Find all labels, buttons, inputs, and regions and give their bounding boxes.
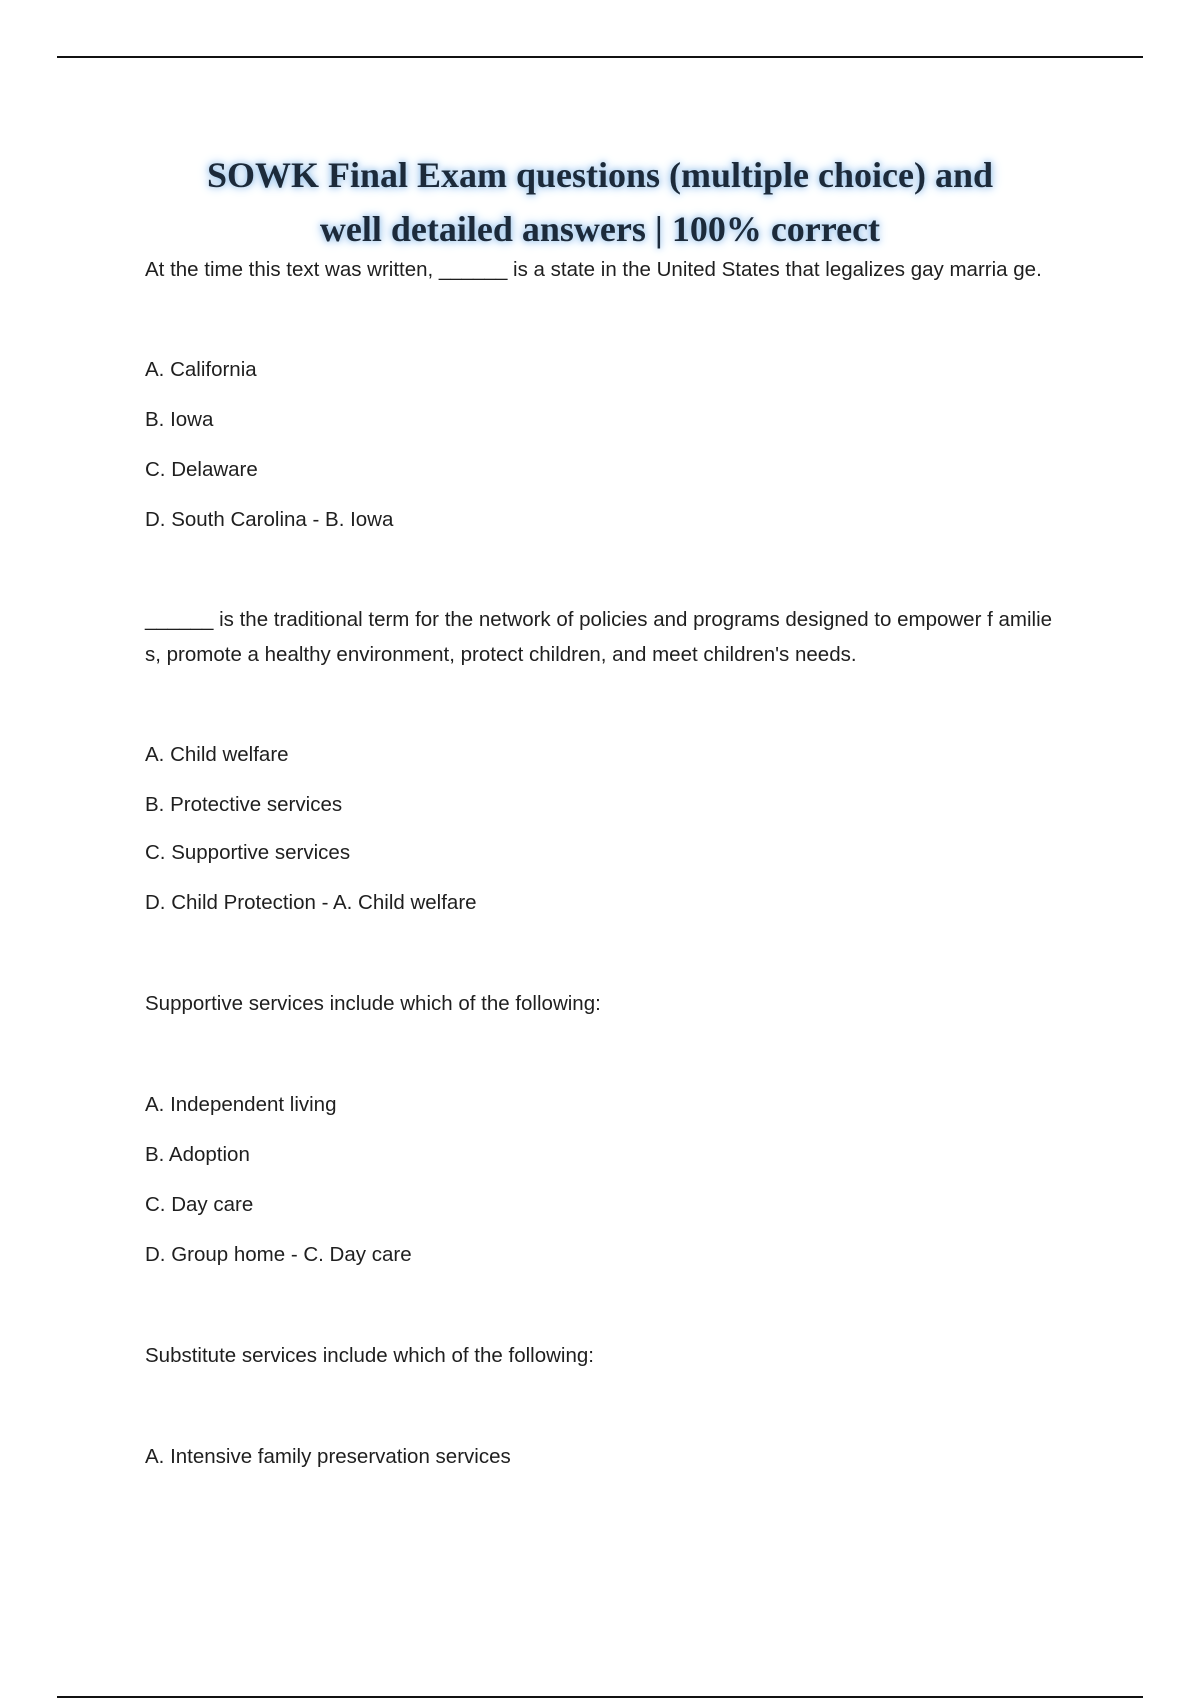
question-3-options [145, 1087, 1055, 1272]
question-3-text: Supportive services include which of the following: [145, 992, 601, 1015]
question-list [145, 252, 1055, 1474]
title-line-2: well detailed answers | 100% correct [319, 209, 881, 249]
question-2-option-b: B. Protective services [145, 793, 343, 816]
question-1-option-d: D. South Carolina - B. Iowa [145, 508, 394, 531]
question-3-option-a: A. Independent living [145, 1093, 337, 1116]
page-title [120, 148, 1080, 256]
question-2-options [145, 737, 1055, 920]
question-2-option-d: D. Child Protection - A. Child welfare [145, 891, 477, 914]
title-line-1: SOWK Final Exam questions (multiple choice) and [206, 155, 994, 195]
question-1-option-a: A. California [145, 358, 257, 381]
question-4-options [145, 1439, 1055, 1474]
bottom-rule [57, 1696, 1143, 1698]
question-3-option-b: B. Adoption [145, 1143, 250, 1166]
question-4-option-a: A. Intensive family preservation services [145, 1445, 511, 1468]
question-1-option-b: B. Iowa [145, 408, 214, 431]
question-4-text: Substitute services include which of the following: [145, 1344, 594, 1367]
question-1-option-c: C. Delaware [145, 458, 258, 481]
question-3-option-c: C. Day care [145, 1193, 254, 1216]
question-2-option-a: A. Child welfare [145, 743, 289, 766]
top-rule [57, 56, 1143, 58]
question-1-options [145, 352, 1055, 537]
question-1-text: At the time this text was written, ______ is a state in the United States that legalizes gay marria ge. [145, 258, 1042, 281]
question-3-option-d: D. Group home - C. Day care [145, 1243, 412, 1266]
question-2-text: ______ is the traditional term for the network of policies and programs designed to empower f amilies, promote a healthy environment, protect children, and meet children's needs. [145, 608, 1053, 666]
question-2-option-c: C. Supportive services [145, 841, 351, 864]
